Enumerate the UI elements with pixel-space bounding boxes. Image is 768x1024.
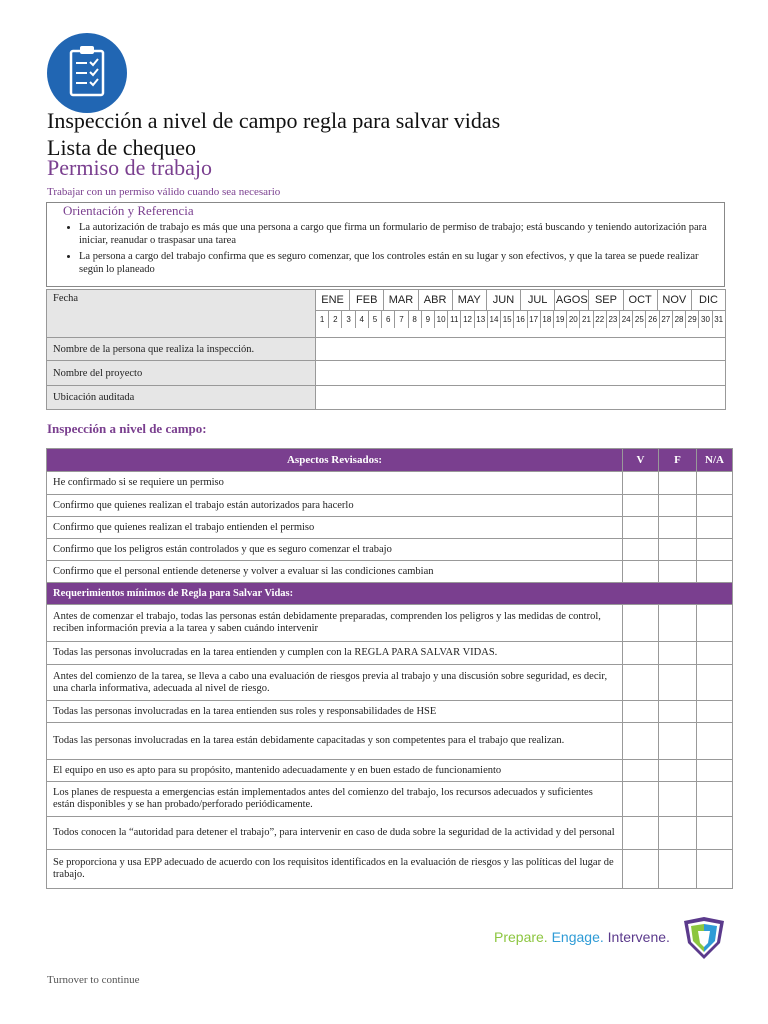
f-checkbox[interactable] — [659, 561, 697, 583]
checklist-logo-icon — [47, 33, 127, 113]
na-checkbox[interactable] — [697, 782, 733, 817]
item-text: Los planes de respuesta a emergencias están implementados antes del comienzo del trabajo, los recursos adecuados y suficientes están disponibles y se han probado/perforado periódicamente. — [47, 782, 623, 817]
day-cell[interactable]: 11 — [447, 311, 460, 328]
na-checkbox[interactable] — [697, 817, 733, 850]
item-text: Se proporciona y usa EPP adecuado de acuerdo con los requisitos identificados en la evaluación de riesgos y las políticas del lugar de trabajo. — [47, 850, 623, 889]
day-cell[interactable]: 20 — [566, 311, 579, 328]
day-cell[interactable]: 23 — [606, 311, 619, 328]
month-row — [316, 290, 725, 310]
table-row — [47, 517, 733, 539]
item-text: Antes del comienzo de la tarea, se lleva a cabo una evaluación de riesgos previa al trabajo y una discusión sobre seguridad, es decir, una charla informativa, adecuada al nivel de riesgo. — [47, 665, 623, 701]
location-label: Ubicación auditada — [47, 386, 316, 410]
item-text: Confirmo que los peligros están controlados y que es seguro comenzar el trabajo — [47, 539, 623, 561]
na-checkbox[interactable] — [697, 665, 733, 701]
na-checkbox[interactable] — [697, 642, 733, 665]
v-checkbox[interactable] — [623, 605, 659, 642]
item-text: Antes de comenzar el trabajo, todas las personas están debidamente preparadas, comprenden los peligros y las medidas de control, reciben información previa a la tarea y saben cuándo intervenir — [47, 605, 623, 642]
orientation-bullet: • La autorización de trabajo es más que una persona a cargo que firma un formulario de permiso de trabajo; está buscando y teniendo autorización para iniciar, reanudar o traspasar una tarea — [79, 221, 719, 247]
item-text: Todos conocen la “autoridad para detener el trabajo”, para intervenir en caso de duda sobre la seguridad de la actividad y del personal — [47, 817, 623, 850]
month-cell[interactable]: ENE — [321, 294, 344, 306]
day-cell[interactable]: 15 — [500, 311, 513, 328]
orientation-title: Orientación y Referencia — [63, 203, 194, 218]
day-row — [316, 310, 725, 328]
table-row — [47, 701, 733, 723]
f-checkbox[interactable] — [659, 472, 697, 495]
day-cell[interactable]: 13 — [474, 311, 487, 328]
footer-note: Turnover to continue — [47, 974, 140, 986]
shield-logo-icon — [680, 915, 728, 961]
checklist-table — [46, 448, 733, 889]
month-cell[interactable]: MAR — [383, 290, 417, 310]
v-checkbox[interactable] — [623, 495, 659, 517]
v-header: V — [623, 449, 659, 472]
f-checkbox[interactable] — [659, 817, 697, 850]
item-text: Todas las personas involucradas en la tarea entienden y cumplen con la REGLA PARA SALVAR VIDAS. — [47, 642, 623, 665]
f-checkbox[interactable] — [659, 701, 697, 723]
info-table — [46, 289, 726, 410]
day-cell[interactable]: 26 — [645, 311, 658, 328]
brand-tagline — [494, 929, 670, 945]
day-cell[interactable]: 12 — [460, 311, 473, 328]
item-text: Confirmo que el personal entiende detenerse y volver a evaluar si las condiciones cambian — [47, 561, 623, 583]
na-checkbox[interactable] — [697, 561, 733, 583]
v-checkbox[interactable] — [623, 642, 659, 665]
v-checkbox[interactable] — [623, 782, 659, 817]
day-cell[interactable]: 1 — [319, 315, 325, 324]
v-checkbox[interactable] — [623, 850, 659, 889]
requirements-header: Requerimientos mínimos de Regla para Salvar Vidas: — [47, 583, 733, 605]
month-cell[interactable]: NOV — [657, 290, 691, 310]
inspector-field[interactable] — [316, 338, 726, 361]
day-cell[interactable]: 10 — [434, 311, 447, 328]
v-checkbox[interactable] — [623, 701, 659, 723]
month-cell[interactable]: SEP — [588, 290, 622, 310]
item-text: He confirmado si se requiere un permiso — [47, 472, 623, 495]
day-cell[interactable]: 21 — [579, 311, 592, 328]
month-cell[interactable]: ABR — [418, 290, 452, 310]
f-checkbox[interactable] — [659, 665, 697, 701]
na-checkbox[interactable] — [697, 850, 733, 889]
f-checkbox[interactable] — [659, 517, 697, 539]
table-row — [47, 642, 733, 665]
f-checkbox[interactable] — [659, 495, 697, 517]
v-checkbox[interactable] — [623, 517, 659, 539]
date-grid — [316, 290, 726, 338]
location-field[interactable] — [316, 386, 726, 410]
na-checkbox[interactable] — [697, 760, 733, 782]
v-checkbox[interactable] — [623, 539, 659, 561]
v-checkbox[interactable] — [623, 665, 659, 701]
day-cell[interactable]: 29 — [685, 311, 698, 328]
item-text: Todas las personas involucradas en la tarea entienden sus roles y responsabilidades de HSE — [47, 701, 623, 723]
v-checkbox[interactable] — [623, 472, 659, 495]
day-cell[interactable]: 19 — [553, 311, 566, 328]
month-cell[interactable]: MAY — [452, 290, 486, 310]
day-cell[interactable]: 31 — [712, 311, 725, 328]
v-checkbox[interactable] — [623, 817, 659, 850]
na-checkbox[interactable] — [697, 472, 733, 495]
day-cell[interactable]: 25 — [632, 311, 645, 328]
day-cell[interactable]: 17 — [527, 311, 540, 328]
orientation-bullet: • La persona a cargo del trabajo confirma que es seguro comenzar, que los controles están en su lugar y son efectivos, y que la tarea se puede realizar según lo planeado — [79, 250, 719, 276]
v-checkbox[interactable] — [623, 760, 659, 782]
f-checkbox[interactable] — [659, 642, 697, 665]
f-header: F — [659, 449, 697, 472]
day-cell[interactable]: 24 — [619, 311, 632, 328]
na-checkbox[interactable] — [697, 701, 733, 723]
item-text: Confirmo que quienes realizan el trabajo entienden el permiso — [47, 517, 623, 539]
month-cell[interactable]: DIC — [691, 290, 725, 310]
day-cell[interactable]: 18 — [540, 311, 553, 328]
day-cell[interactable]: 16 — [513, 311, 526, 328]
day-cell[interactable]: 2 — [328, 311, 341, 328]
topic-subtitle: Trabajar con un permiso válido cuando sea necesario — [47, 186, 281, 198]
item-text: Confirmo que quienes realizan el trabajo están autorizados para hacerlo — [47, 495, 623, 517]
item-text: Todas las personas involucradas en la tarea están debidamente capacitadas y son competentes para el trabajo que realizan. — [47, 723, 623, 760]
project-label: Nombre del proyecto — [47, 361, 316, 386]
page-title: Inspección a nivel de campo regla para salvar vidas — [47, 108, 501, 133]
day-cell[interactable]: 27 — [659, 311, 672, 328]
day-cell[interactable]: 3 — [341, 311, 354, 328]
project-field[interactable] — [316, 361, 726, 386]
day-cell[interactable]: 28 — [672, 311, 685, 328]
f-checkbox[interactable] — [659, 782, 697, 817]
f-checkbox[interactable] — [659, 605, 697, 642]
na-checkbox[interactable] — [697, 495, 733, 517]
tagline-intervene: Intervene. — [607, 929, 670, 945]
requirements-band — [47, 583, 733, 605]
f-checkbox[interactable] — [659, 539, 697, 561]
na-checkbox[interactable] — [697, 605, 733, 642]
day-cell[interactable]: 7 — [394, 311, 407, 328]
month-cell[interactable]: AGOS — [554, 290, 588, 310]
date-label: Fecha — [47, 290, 316, 338]
table-row — [47, 561, 733, 583]
table-row — [47, 605, 733, 642]
f-checkbox[interactable] — [659, 723, 697, 760]
f-checkbox[interactable] — [659, 760, 697, 782]
day-cell[interactable]: 8 — [408, 311, 421, 328]
month-cell[interactable]: OCT — [623, 290, 657, 310]
day-cell[interactable]: 4 — [355, 311, 368, 328]
table-row — [47, 760, 733, 782]
item-text: El equipo en uso es apto para su propósito, mantenido adecuadamente y en buen estado de funcionamiento — [47, 760, 623, 782]
table-row — [47, 817, 733, 850]
na-checkbox[interactable] — [697, 723, 733, 760]
table-row — [47, 539, 733, 561]
topic-title: Permiso de trabajo — [47, 155, 212, 180]
day-cell[interactable]: 6 — [381, 311, 394, 328]
section-title: Inspección a nivel de campo: — [47, 421, 207, 436]
table-row — [47, 495, 733, 517]
table-row — [47, 472, 733, 495]
month-cell[interactable]: JUL — [520, 290, 554, 310]
month-cell[interactable]: JUN — [486, 290, 520, 310]
inspector-label: Nombre de la persona que realiza la inspección. — [47, 338, 316, 361]
orientation-list — [63, 221, 719, 279]
month-cell[interactable]: FEB — [349, 290, 383, 310]
na-checkbox[interactable] — [697, 539, 733, 561]
table-row — [47, 665, 733, 701]
page-subtitle: Lista de chequeo — [47, 135, 197, 160]
v-checkbox[interactable] — [623, 561, 659, 583]
day-cell[interactable]: 9 — [421, 311, 434, 328]
table-row — [47, 723, 733, 760]
na-checkbox[interactable] — [697, 517, 733, 539]
day-cell[interactable]: 5 — [368, 311, 381, 328]
na-header: N/A — [697, 449, 733, 472]
day-cell[interactable]: 14 — [487, 311, 500, 328]
orientation-box — [46, 202, 725, 287]
table-row — [47, 782, 733, 817]
table-row — [47, 850, 733, 889]
f-checkbox[interactable] — [659, 850, 697, 889]
day-cell[interactable]: 22 — [593, 311, 606, 328]
tagline-prepare: Prepare. — [494, 929, 548, 945]
tagline-engage: Engage. — [551, 929, 604, 945]
day-cell[interactable]: 30 — [698, 311, 711, 328]
aspects-header: Aspectos Revisados: — [47, 449, 623, 472]
v-checkbox[interactable] — [623, 723, 659, 760]
